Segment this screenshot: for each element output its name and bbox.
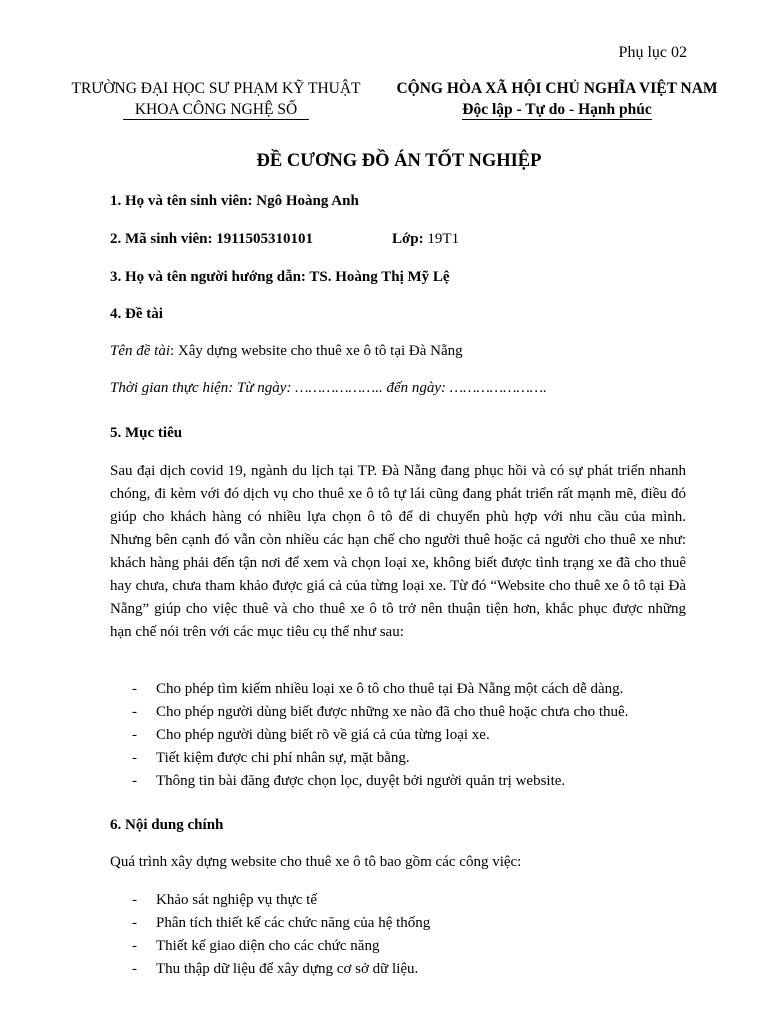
list-item: - Cho phép người dùng biết được những xe nào đã cho thuê hoặc chưa cho thuê. xyxy=(110,701,686,724)
header-national xyxy=(380,78,734,120)
faculty-name: KHOA CÔNG NGHỆ SỐ xyxy=(123,101,309,120)
list-item: - Thông tin bài đăng được chọn lọc, duyệt bởi người quản trị website. xyxy=(110,770,686,793)
header-institution xyxy=(58,78,374,120)
class-value: 19T1 xyxy=(427,231,460,247)
objective-paragraph: Sau đại dịch covid 19, ngành du lịch tại TP. Đà Nẵng đang phục hồi và có sự phát triển nhanh chóng, đi kèm với đó dịch vụ cho thuê xe ô tô tự lái cũng đang phát triển rất mạnh mẽ, điều đó giúp cho khách hàng có nhiều lựa chọn ô tô để di chuyển phù hợp với nhu cầu của mình. Nhưng bên cạnh đó vẫn còn nhiều các hạn chế cho người thuê hoặc cả người cho thuê xe như: khách hàng phải đến tận nơi để xem và chọn loại xe, không biết được tình trạng xe đã cho thuê hay chưa, chưa tham khảo được giá cả của từng loại xe. Từ đó “Website cho thuê xe ô tô tại Đà Nẵng” giúp cho việc thuê và cho thuê xe ô tô trở nên thuận tiện hơn, khắc phục được những hạn chế nói trên với các mục tiêu cụ thể như sau: xyxy=(110,463,686,640)
student-id-row xyxy=(110,231,313,248)
national-motto: Độc lập - Tự do - Hạnh phúc xyxy=(462,101,652,118)
time-row: Thời gian thực hiện: Từ ngày: ……………….. đến ngày: …………………. xyxy=(110,380,547,396)
student-name-value: Ngô Hoàng Anh xyxy=(256,193,359,209)
content-intro: Quá trình xây dựng website cho thuê xe ô tô bao gồm các công việc: xyxy=(110,854,522,870)
list-item: - Tiết kiệm được chi phí nhân sự, mặt bằng. xyxy=(110,747,686,770)
student-name-label: 1. Họ và tên sinh viên: xyxy=(110,193,253,209)
section-5-heading: 5. Mục tiêu xyxy=(110,425,183,441)
list-item: - Cho phép người dùng biết rõ về giá cả của từng loại xe. xyxy=(110,724,686,747)
advisor-label: 3. Họ và tên người hướng dẫn: xyxy=(110,269,306,285)
appendix-label: Phụ lục 02 xyxy=(618,44,687,61)
list-item: - Thiết kế giao diện cho các chức năng xyxy=(110,935,686,958)
university-name: TRƯỜNG ĐẠI HỌC SƯ PHẠM KỸ THUẬT xyxy=(71,80,361,97)
section-4-heading: 4. Đề tài xyxy=(110,306,163,322)
student-id-value: 1911505310101 xyxy=(216,231,313,247)
section-6-heading: 6. Nội dung chính xyxy=(110,817,224,833)
advisor-value: TS. Hoàng Thị Mỹ Lệ xyxy=(309,269,450,285)
document-title: ĐỀ CƯƠNG ĐỒ ÁN TỐT NGHIỆP xyxy=(256,151,542,171)
list-item: - Cho phép tìm kiếm nhiều loại xe ô tô cho thuê tại Đà Nẵng một cách dễ dàng. xyxy=(110,678,686,701)
student-id-label: 2. Mã sinh viên: xyxy=(110,231,213,247)
class-row xyxy=(392,231,459,248)
list-item: - Thu thập dữ liệu để xây dựng cơ sở dữ liệu. xyxy=(110,958,686,981)
content-list xyxy=(110,889,686,981)
country-name: CỘNG HÒA XÃ HỘI CHỦ NGHĨA VIỆT NAM xyxy=(396,80,718,97)
student-name-row xyxy=(110,193,359,210)
list-item: - Khảo sát nghiệp vụ thực tế xyxy=(110,889,686,912)
objective-list xyxy=(110,678,686,793)
topic-label: Tên đề tài xyxy=(110,343,170,359)
topic-row xyxy=(110,343,463,360)
advisor-row xyxy=(110,269,450,286)
class-label: Lớp: xyxy=(392,231,424,247)
list-item: - Phân tích thiết kế các chức năng của hệ thống xyxy=(110,912,686,935)
topic-value: : Xây dựng website cho thuê xe ô tô tại Đà Nẵng xyxy=(170,343,463,359)
